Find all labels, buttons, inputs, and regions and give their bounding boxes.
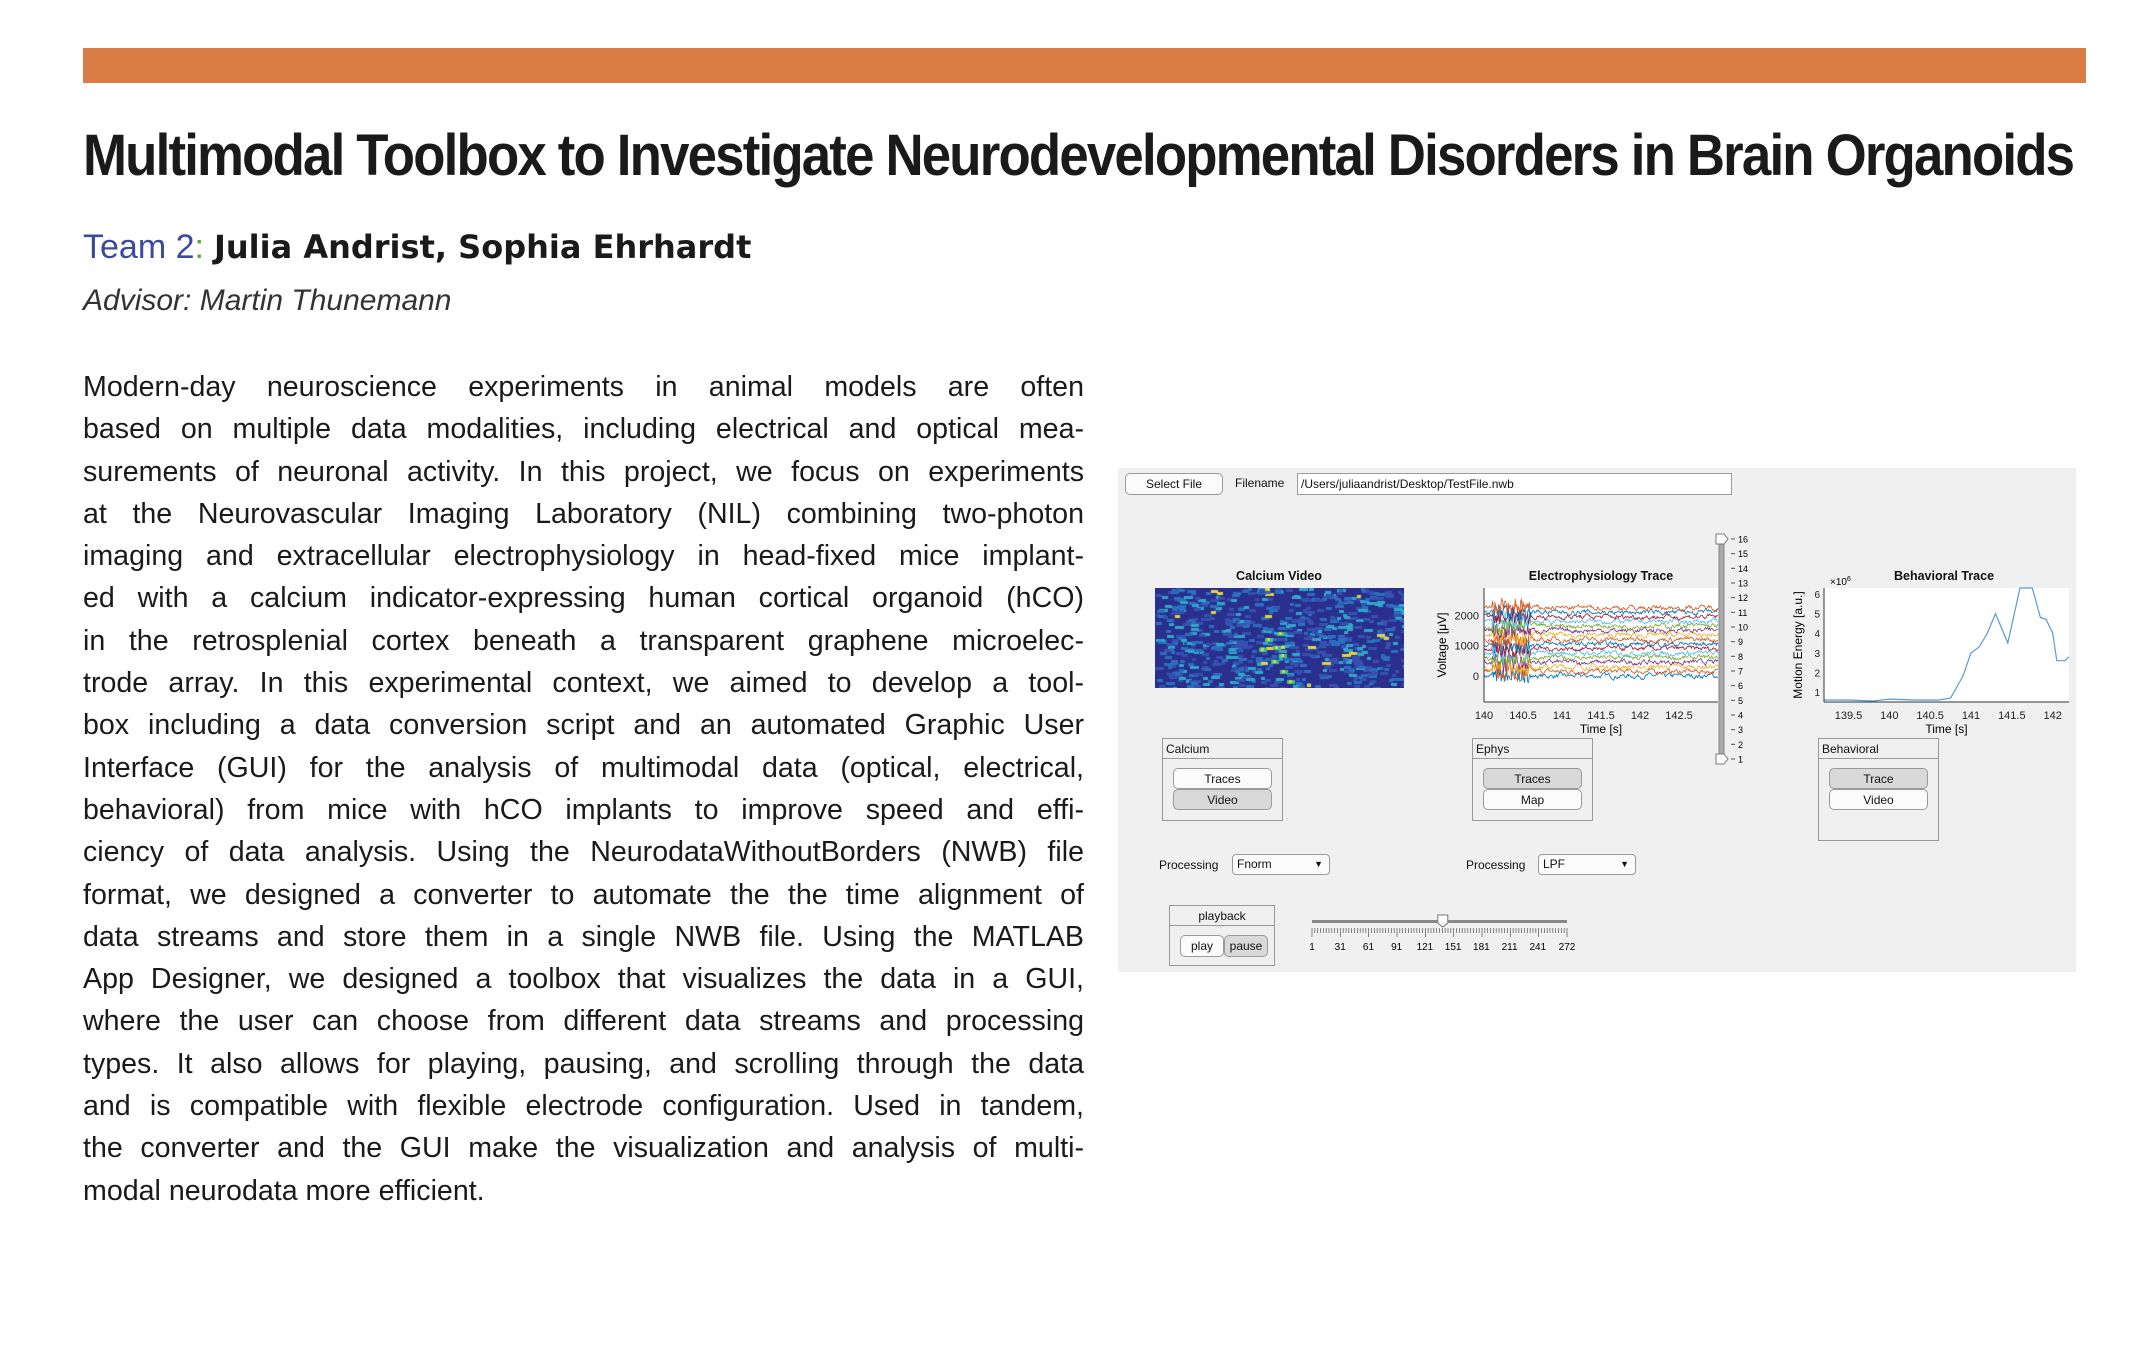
behavioral-ytick: 6	[1814, 589, 1820, 601]
behavioral-ytick: 2	[1814, 668, 1820, 680]
channel-tick-label: 16	[1738, 534, 1749, 545]
frame-slider-tick-label: 151	[1444, 942, 1462, 953]
abstract-line: and is compatible with flexible electrode configuration. Used in tandem,	[83, 1090, 1084, 1123]
plots-layer	[1118, 468, 2076, 768]
ephys-ytick: 2000	[1454, 610, 1479, 623]
ephys-title: Electrophysiology Trace	[1528, 569, 1674, 583]
calcium-video-button[interactable]: Video	[1173, 789, 1272, 810]
chevron-down-icon: ▼	[1620, 859, 1629, 869]
toolbox-gui-screenshot	[1118, 468, 2076, 972]
abstract-line: the converter and the GUI make the visualization and analysis of multi-	[83, 1132, 1084, 1165]
calcium-video-title: Calcium Video	[1236, 569, 1322, 583]
abstract-line: types. It also allows for playing, pausing, and scrolling through the data	[83, 1047, 1084, 1080]
frame-slider-thumb	[1438, 915, 1448, 927]
ephys-xtick: 140.5	[1509, 710, 1537, 722]
abstract-line: box including a data conversion script and an automated Graphic User	[83, 709, 1084, 742]
frame-slider-tick-label: 181	[1473, 942, 1490, 953]
select-file-button[interactable]: Select File	[1125, 473, 1223, 495]
abstract-line: imaging and extracellular electrophysiology in head-fixed mice implant-	[83, 540, 1084, 573]
channel-slider-low-thumb	[1716, 754, 1728, 764]
abstract-line: ed with a calcium indicator-expressing human cortical organoid (hCO)	[83, 582, 1084, 615]
behavioral-panel-title: Behavioral	[1819, 739, 1938, 759]
channel-tick-label: 13	[1738, 578, 1749, 589]
channel-slider-track	[1719, 538, 1724, 760]
frame-slider-tick-label: 121	[1416, 942, 1434, 953]
behavioral-ytick: 3	[1814, 648, 1820, 660]
ephys-xtick: 142	[1630, 710, 1650, 722]
behavioral-ylabel: Motion Energy [a.u.]	[1791, 591, 1805, 699]
team-label: Team 2	[83, 228, 195, 266]
frame-slider-tick-label: 272	[1558, 942, 1576, 953]
playback-title: playback	[1170, 906, 1274, 926]
page-title: Multimodal Toolbox to Investigate Neurodevelopmental Disorders in Brain Organoids	[83, 123, 2074, 188]
abstract-line: at the Neurovascular Imaging Laboratory (NIL) combining two-photon	[83, 497, 1084, 530]
behavioral-title: Behavioral Trace	[1893, 569, 1995, 583]
channel-tick-label: 4	[1738, 710, 1744, 721]
ephys-xtick: 142.5	[1665, 710, 1693, 722]
team-members: Julia Andrist, Sophia Ehrhardt	[213, 228, 752, 266]
behavioral-trace-button[interactable]: Trace	[1829, 768, 1928, 789]
ephys-processing-dropdown[interactable]	[1538, 854, 1636, 875]
channel-tick-label: 11	[1738, 607, 1748, 618]
abstract-line: based on multiple data modalities, including electrical and optical mea-	[83, 413, 1084, 446]
play-button[interactable]: play	[1180, 935, 1224, 957]
calcium-panel	[1162, 738, 1283, 821]
calcium-panel-title: Calcium	[1163, 739, 1282, 759]
frame-slider-tick-label: 31	[1334, 942, 1346, 953]
abstract-line: modal neurodata more efficient.	[83, 1174, 485, 1207]
behavioral-ytick: 4	[1814, 629, 1820, 641]
pause-button[interactable]: pause	[1224, 935, 1268, 957]
ephys-processing-label: Processing	[1466, 858, 1526, 872]
ephys-xtick: 141.5	[1587, 710, 1615, 722]
behavioral-xtick: 141	[1961, 710, 1981, 722]
frame-slider-tick-label: 241	[1529, 942, 1547, 953]
abstract-line: behavioral) from mice with hCO implants to improve speed and effi-	[83, 793, 1084, 826]
behavioral-xtick: 140	[1880, 710, 1899, 722]
frame-slider-tick-label: 1	[1309, 942, 1315, 953]
behavioral-axes-bg	[1824, 588, 2069, 702]
abstract-line: Interface (GUI) for the analysis of multimodal data (optical, electrical,	[83, 751, 1084, 784]
abstract-line: trode array. In this experimental context, we aimed to develop a tool-	[83, 667, 1084, 700]
ephys-traces-button[interactable]: Traces	[1483, 768, 1582, 789]
ephys-xtick: 141	[1552, 710, 1572, 722]
abstract-line: where the user can choose from different data streams and processing	[83, 1005, 1084, 1038]
behavioral-ytick: 1	[1814, 688, 1820, 700]
behavioral-ytick: 5	[1814, 609, 1820, 621]
exponent-power: 6	[1846, 576, 1851, 583]
calcium-processing-label: Processing	[1159, 858, 1219, 872]
exponent-base: ×10	[1830, 577, 1847, 588]
accent-bar	[83, 48, 2086, 83]
behavioral-xtick: 140.5	[1916, 710, 1944, 722]
frame-slider-tick-label: 211	[1501, 942, 1518, 953]
behavioral-xtick: 142	[2043, 710, 2062, 722]
ephys-ylabel: Voltage [μV]	[1435, 612, 1449, 678]
ephys-ytick: 1000	[1454, 640, 1479, 653]
team-colon: :	[194, 228, 204, 266]
channel-tick-label: 8	[1738, 651, 1744, 662]
ephys-xtick: 140	[1474, 710, 1494, 722]
channel-tick-label: 5	[1738, 695, 1744, 706]
channel-tick-label: 7	[1738, 666, 1744, 677]
behavioral-panel	[1818, 738, 1939, 841]
ephys-panel	[1472, 738, 1593, 821]
abstract-line: App Designer, we designed a toolbox that visualizes the data in a GUI,	[83, 963, 1084, 996]
abstract-line: Modern-day neuroscience experiments in animal models are often	[83, 371, 1084, 403]
frame-slider[interactable]	[1303, 908, 1593, 958]
channel-tick-label: 15	[1738, 549, 1749, 560]
chevron-down-icon: ▼	[1314, 859, 1323, 869]
abstract-line: data streams and store them in a single NWB file. Using the MATLAB	[83, 920, 1084, 953]
channel-tick-label: 14	[1738, 563, 1749, 574]
calcium-traces-button[interactable]: Traces	[1173, 768, 1272, 789]
calcium-processing-value: Fnorm	[1237, 857, 1272, 871]
ephys-processing-value: LPF	[1543, 857, 1566, 871]
frame-slider-tick-label: 91	[1391, 942, 1403, 953]
ephys-panel-title: Ephys	[1473, 739, 1592, 759]
calcium-processing-dropdown[interactable]	[1232, 854, 1330, 875]
abstract-line: in the retrosplenial cortex beneath a transparent graphene microelec-	[83, 624, 1084, 657]
frame-slider-tick-label: 61	[1362, 942, 1375, 953]
channel-tick-label: 1	[1738, 754, 1744, 765]
filename-label: Filename	[1235, 476, 1285, 490]
behavioral-y-exponent	[1830, 576, 1851, 588]
behavioral-video-button[interactable]: Video	[1829, 789, 1928, 810]
channel-tick-label: 10	[1738, 622, 1749, 633]
playback-panel	[1169, 905, 1275, 966]
channel-tick-label: 12	[1738, 593, 1749, 604]
abstract	[83, 366, 1084, 1212]
behavioral-xtick: 141.5	[1998, 710, 2026, 722]
abstract-line: ciency of data analysis. Using the NeurodataWithoutBorders (NWB) file	[83, 836, 1084, 869]
ephys-map-button[interactable]: Map	[1483, 789, 1582, 810]
ephys-ytick: 0	[1472, 670, 1479, 683]
advisor: Advisor: Martin Thunemann	[83, 284, 452, 317]
behavioral-xtick: 139.5	[1834, 710, 1863, 722]
behavioral-xlabel: Time [s]	[1925, 722, 1968, 736]
ephys-xlabel: Time [s]	[1579, 722, 1623, 736]
channel-tick-label: 9	[1738, 637, 1744, 648]
channel-slider-high-thumb	[1716, 534, 1728, 544]
filename-input[interactable]: /Users/juliaandrist/Desktop/TestFile.nwb	[1297, 473, 1732, 495]
channel-tick-label: 6	[1738, 681, 1744, 692]
abstract-line: format, we designed a converter to automate the the time alignment of	[83, 878, 1084, 911]
channel-tick-label: 3	[1738, 725, 1744, 736]
team-line	[83, 228, 751, 267]
channel-tick-label: 2	[1738, 739, 1744, 750]
abstract-line: surements of neuronal activity. In this project, we focus on experiments	[83, 455, 1084, 488]
